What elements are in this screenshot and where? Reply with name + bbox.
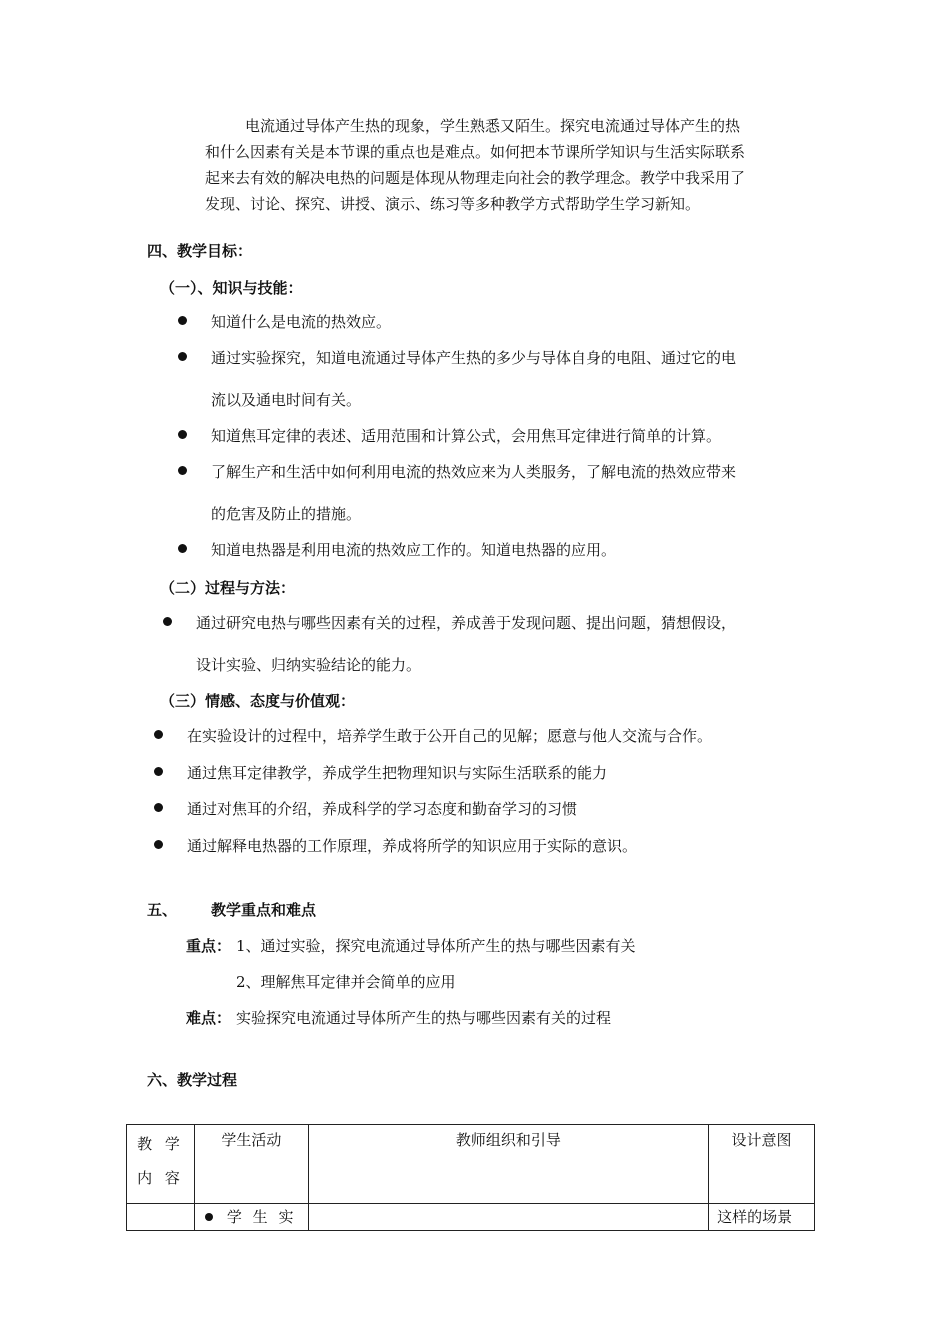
list-item: 通过研究电热与哪些因素有关的过程，养成善于发现问题、提出问题，猜想假设， (196, 614, 737, 632)
table-cell (194, 1204, 308, 1231)
key-point-2: 2、理解焦耳定律并会简单的应用 (236, 973, 456, 991)
bullet-icon (154, 840, 163, 849)
teaching-process-table (126, 1124, 815, 1231)
table-cell (127, 1204, 195, 1231)
sub2-title: （二）过程与方法： (160, 579, 296, 597)
list-item: 通过对焦耳的介绍，养成科学的学习态度和勤奋学习的习惯 (187, 800, 578, 818)
list-item: 通过实验探究，知道电流通过导体产生热的多少与导体自身的电阻、通过它的电 (211, 349, 737, 367)
list-item-cont: 设计实验、归纳实验结论的能力。 (196, 656, 422, 674)
table-cell (308, 1204, 708, 1231)
header-cell-content (127, 1125, 195, 1204)
cell-text: 学 生 实 (226, 1208, 297, 1226)
bullet-icon (178, 544, 187, 553)
table-row (127, 1204, 815, 1231)
header-cell-intent: 设计意图 (709, 1125, 815, 1204)
difficulty-text: 实验探究电流通过导体所产生的热与哪些因素有关的过程 (236, 1009, 612, 1027)
header-text: 教 学 (137, 1135, 184, 1153)
bullet-icon (178, 466, 187, 475)
header-text: 内 容 (137, 1169, 184, 1187)
section5-number: 五、 (147, 901, 178, 919)
intro-paragraph (205, 113, 815, 217)
cell-text: 这样的场景 (717, 1208, 793, 1226)
section5-title: 教学重点和难点 (211, 901, 317, 919)
list-item: 了解生产和生活中如何利用电流的热效应来为人类服务，了解电流的热效应带来 (211, 463, 737, 481)
intro-line: 和什么因素有关是本节课的重点也是难点。如何把本节课所学知识与生活实际联系 (205, 143, 746, 161)
list-item: 知道电热器是利用电流的热效应工作的。知道电热器的应用。 (211, 541, 617, 559)
list-item: 通过焦耳定律教学，养成学生把物理知识与实际生活联系的能力 (187, 764, 608, 782)
sub1-title: （一）、知识与技能： (160, 279, 303, 297)
table-cell (709, 1204, 815, 1231)
bullet-icon (178, 352, 187, 361)
header-cell-student: 学生活动 (194, 1125, 308, 1204)
difficulty-label: 难点： (186, 1009, 232, 1027)
intro-line: 电流通过导体产生热的现象，学生熟悉又陌生。探究电流通过导体产生的热 (245, 117, 741, 135)
bullet-icon (154, 767, 163, 776)
list-item-cont: 的危害及防止的措施。 (211, 505, 362, 523)
intro-line: 起来去有效的解决电热的问题是体现从物理走向社会的教学理念。教学中我采用了 (205, 169, 746, 187)
intro-line: 发现、讨论、探究、讲授、演示、练习等多种教学方式帮助学生学习新知。 (205, 195, 701, 213)
key-label: 重点： (186, 937, 232, 955)
section6-title: 六、教学过程 (147, 1071, 238, 1089)
section4-title: 四、教学目标： (147, 242, 253, 260)
list-item-cont: 流以及通电时间有关。 (211, 391, 362, 409)
bullet-icon (163, 617, 172, 626)
table-header-row (127, 1125, 815, 1204)
list-item: 通过解释电热器的工作原理，养成将所学的知识应用于实际的意识。 (187, 837, 638, 855)
bullet-icon (178, 430, 187, 439)
bullet-icon (178, 316, 187, 325)
list-item: 在实验设计的过程中，培养学生敢于公开自己的见解；愿意与他人交流与合作。 (187, 727, 713, 745)
sub3-title: （三）情感、态度与价值观： (160, 692, 356, 710)
list-item: 知道什么是电流的热效应。 (211, 313, 392, 331)
list-item: 知道焦耳定律的表述、适用范围和计算公式，会用焦耳定律进行简单的计算。 (211, 427, 722, 445)
key-point-1: 1、通过实验，探究电流通过导体所产生的热与哪些因素有关 (236, 937, 636, 955)
bullet-icon (154, 730, 163, 739)
bullet-icon (154, 803, 163, 812)
header-cell-teacher: 教师组织和引导 (308, 1125, 708, 1204)
bullet-icon (205, 1213, 213, 1221)
